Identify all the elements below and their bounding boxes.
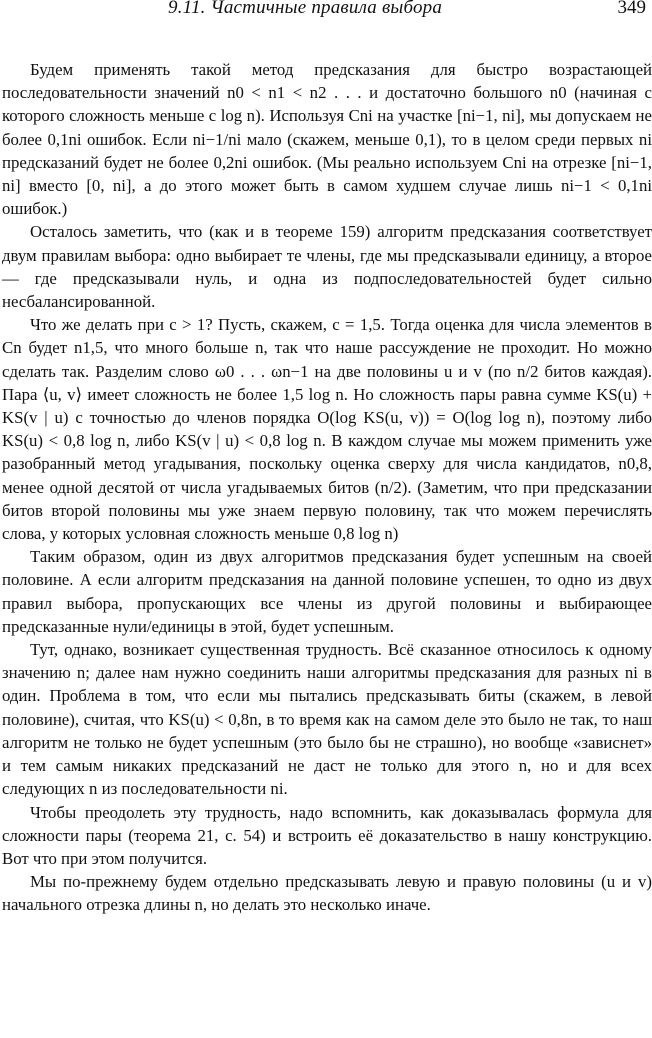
paragraph-continue: Мы по-прежнему будем отдельно предсказывать левую и правую половины (u и v) начального отрезка длины n, но делать это несколько иначе. — [2, 872, 652, 915]
running-title: 9.11. Частичные правила выбора — [168, 0, 443, 18]
paragraph-conclusion-halves: Таким образом, один из двух алгоритмов предсказания будет успешным на своей половине. А если алгоритм предсказания на данной половине успешен, то одно из двух правил выбора, пропускающих все члены из другой половины и выбирающее предсказанные нули/единицы в этой, будет успешным. — [2, 547, 652, 636]
paragraph-selection-rules: Осталось заметить, что (как и в теореме 159) алгоритм предсказания соответствует двум правилам выбора: одно выбирает те члены, где мы предсказывали единицу, а второе — где предсказывали нуль, и одна из подпоследовательностей будет сильно несбалансированной. — [2, 222, 652, 312]
paragraph-case-c-greater-1: Что же делать при c > 1? Пусть, скажем, c = 1,5. Тогда оценка для числа элементов в Cn будет n1,5, что много больше n, так что наше рассуждение не проходит. Но можно сделать так. Разделим слово ω0 . . . ωn−1 на две половины u и v (по n/2 битов каждая). Пара ⟨u, v⟩ имеет сложность не более 1,5 log n. Но сложность пары равна сумме KS(u) + KS(v | u) с точностью до членов порядка O(log KS(u, v)) = O(log log n), поэтому либо KS(u) < 0,8 log n, либо KS(v | u) < 0,8 log n. В каждом случае мы можем применить уже разобранный метод угадывания, поскольку оценка сверху для числа кандидатов, n0,8, менее одной десятой от числа угадываемых битов (n/2). (Заметим, что при предсказании битов второй половины мы уже знаем первую половину, так что можем перечислять слова, у которых условная сложность меньше 0,8 log n) — [2, 315, 652, 544]
page-number: 349 — [617, 0, 646, 18]
page-header — [0, 0, 652, 24]
body-text — [2, 58, 652, 917]
paragraph-overcome: Чтобы преодолеть эту трудность, надо вспомнить, как доказывалась формула для сложности пары (теорема 21, с. 54) и встроить её доказательство в нашу конструкцию. Вот что при этом получится. — [2, 802, 652, 868]
paragraph-prediction-method: Будем применять такой метод предсказания для быстро возрастающей последовательности значений n0 < n1 < n2 . . . и достаточно большого n0 (начиная с которого сложность меньше c log n). Используя Cni на участке [ni−1, ni], мы допускаем не более 0,1ni ошибок. Если ni−1/ni мало (скажем, меньше 0,1), то в целом среди первых ni предсказаний будет не более 0,2ni ошибок. (Мы реально используем Cni на отрезке [ni−1, ni] вместо [0, ni], а до этого может быть в самом худшем случае лишь ni−1 < 0,1ni ошибок.) — [2, 60, 652, 219]
paragraph-difficulty: Тут, однако, возникает существенная трудность. Всё сказанное относилось к одному значению n; далее нам нужно соединить наши алгоритмы предсказания для разных ni в один. Проблема в том, что если мы пытались предсказывать биты (скажем, в левой половине), считая, что KS(u) < 0,8n, в то время как на самом деле это было не так, то наш алгоритм не только не будет успешным (это было бы не страшно), но вообще «зависнет» и тем самым никаких предсказаний не даст не только для этого n, но и для всех следующих n из последовательности ni. — [2, 640, 652, 799]
